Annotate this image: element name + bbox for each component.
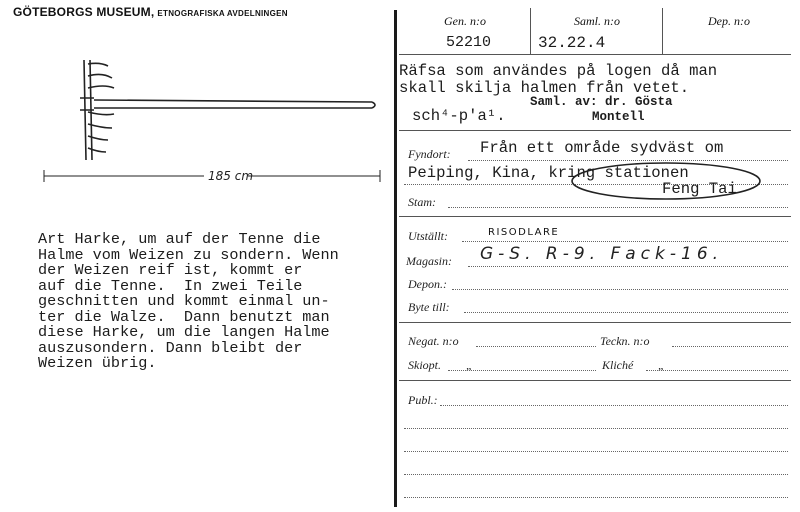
negat-dotline [476, 346, 596, 347]
publ-dotline [404, 451, 788, 452]
dep-no-label: Dep. n:o [708, 14, 750, 28]
department-name: ETNOGRAFISKA AVDELNINGEN [157, 9, 288, 18]
publ-dotline [404, 497, 788, 498]
german-line: der Weizen reif ist, kommt er [38, 261, 303, 279]
depon-label: Depon.: [408, 277, 447, 291]
card-divider [394, 10, 397, 507]
stam-dotline [448, 207, 788, 208]
saml-no-value: 32.22.4 [538, 34, 606, 52]
fyndort-label: Fyndort: [408, 147, 451, 161]
utstallt-dotline [462, 241, 788, 242]
publ-dotline [404, 474, 788, 475]
collector-line-1: Saml. av: dr. Gösta [530, 95, 673, 109]
fyndort-value-3: Feng Tai [662, 180, 737, 198]
magasin-dotline [468, 266, 788, 267]
skiopt-ditto: „ [466, 358, 473, 372]
german-line: Weizen übrig. [38, 354, 157, 372]
negat-label: Negat. n:o [408, 334, 459, 348]
publ-label: Publ.: [408, 393, 438, 407]
byte-label: Byte till: [408, 300, 450, 314]
depon-dotline [452, 289, 788, 290]
german-line: diese Harke, um die langen Halme [38, 323, 330, 341]
storage-rule [399, 322, 791, 323]
german-line: auf die Tenne. In zwei Teile [38, 276, 303, 295]
description-line-1: Räfsa som användes på logen då man [399, 62, 718, 80]
stam-label: Stam: [408, 195, 436, 209]
utstallt-value: RISODLARE [488, 227, 560, 238]
magasin-value: G-S. R-9. Fack-16. [480, 244, 724, 264]
german-line: Art Harke, um auf der Tenne die [38, 232, 321, 248]
skiopt-label: Skiopt. [408, 358, 441, 372]
header-rule [399, 54, 791, 55]
kliche-dotline [646, 370, 788, 371]
media-rule [399, 380, 791, 381]
column-separator [530, 8, 531, 54]
gen-no-value: 52210 [446, 34, 492, 51]
german-line: ter die Walze. Dann benutzt man [38, 307, 330, 326]
rake-illustration [80, 60, 375, 160]
skiopt-dotline [448, 370, 596, 371]
kliche-label: Kliché [602, 358, 634, 372]
german-line: geschnitten und kommt einmal un- [38, 292, 330, 310]
teckn-label: Teckn. n:o [600, 334, 650, 348]
saml-no-label: Saml. n:o [574, 14, 620, 28]
byte-dotline [464, 312, 788, 313]
german-line: auszusondern. Dann bleibt der [38, 338, 303, 357]
teckn-dotline [672, 346, 788, 347]
publ-dotline [404, 428, 788, 429]
german-description [38, 232, 394, 372]
fyndort-value-1: Från ett område sydväst om [480, 139, 724, 157]
kliche-ditto: „ [658, 358, 665, 372]
collector-line-2: Montell [592, 110, 645, 124]
german-line: Halme vom Weizen zu sondern. Wenn [38, 245, 339, 264]
column-separator [662, 8, 663, 54]
circled-annotation [568, 160, 764, 204]
publ-dotline [440, 405, 788, 406]
description-rule [399, 130, 791, 131]
description-line-2: skall skilja halmen från vetet. [399, 79, 690, 97]
magasin-label: Magasin: [406, 254, 452, 268]
gen-no-label: Gen. n:o [444, 14, 486, 28]
location-rule [399, 216, 791, 217]
utstallt-label: Utställt: [408, 229, 449, 243]
museum-name: GÖTEBORGS MUSEUM, [13, 5, 155, 19]
rake-drawing [36, 52, 386, 192]
native-name: sch⁴-p'a¹. [412, 107, 506, 125]
museum-header [13, 5, 288, 19]
measurement-label: 185 cm [208, 169, 254, 183]
fyndort-value-2: Peiping, Kina, kring stationen [408, 164, 689, 182]
